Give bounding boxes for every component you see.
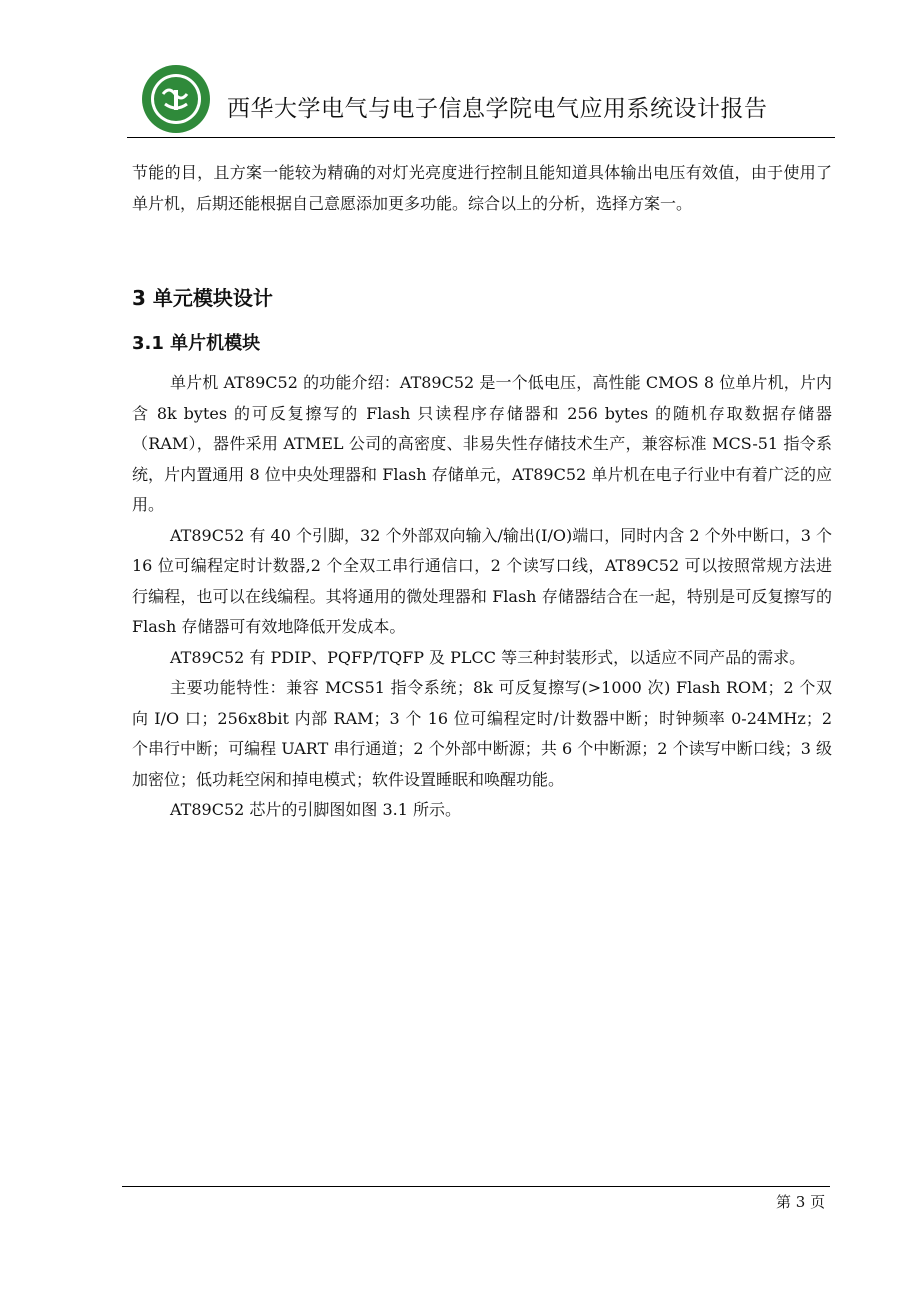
page-number: 第 3 页 bbox=[776, 1193, 826, 1211]
page-header bbox=[127, 60, 835, 138]
intro-paragraph: 节能的目，且方案一能较为精确的对灯光亮度进行控制且能知道具体输出电压有效值，由于使用了单片机，后期还能根据自己意愿添加更多功能。综合以上的分析，选择方案一。 bbox=[132, 163, 832, 213]
section-body bbox=[132, 368, 832, 826]
report-header-title: 西华大学电气与电子信息学院电气应用系统设计报告 bbox=[227, 96, 768, 122]
footer-divider bbox=[122, 1186, 830, 1187]
intro-block bbox=[132, 158, 832, 219]
section-title: 3 单元模块设计 bbox=[132, 286, 273, 310]
body-paragraph: AT89C52 有 40 个引脚，32 个外部双向输入/输出(I/O)端口，同时内含 2 个外中断口，3 个 16 位可编程定时计数器,2 个全双工串行通信口，2 个读写口线，AT89C52 可以按照常规方法进行编程，也可以在线编程。其将通用的微处理器和 Flash 存储器结合在一起，特别是可反复擦写的 Flash 存储器可有效地降低开发成本。 bbox=[132, 525, 832, 636]
subsection-title: 3.1 单片机模块 bbox=[132, 333, 261, 354]
body-paragraph: AT89C52 芯片的引脚图如图 3.1 所示。 bbox=[170, 800, 462, 819]
university-seal-icon bbox=[141, 64, 211, 134]
body-paragraph: 主要功能特性：兼容 MCS51 指令系统；8k 可反复擦写(>1000 次) Flash ROM；2 个双向 I/O 口；256x8bit 内部 RAM；3 个 16 位可编程定时/计数器中断；时钟频率 0-24MHz；2 个串行中断；可编程 UART 串行通道；2 个外部中断源；共 6 个中断源；2 个读写中断口线；3 级加密位；低功耗空闲和掉电模式；软件设置睡眠和唤醒功能。 bbox=[132, 678, 832, 789]
body-paragraph: 单片机 AT89C52 的功能介绍：AT89C52 是一个低电压，高性能 CMOS 8 位单片机，片内含 8k bytes 的可反复擦写的 Flash 只读程序存储器和 256 bytes 的随机存取数据存储器（RAM），器件采用 ATMEL 公司的高密度、非易失性存储技术生产，兼容标准 MCS-51 指令系统，片内置通用 8 位中央处理器和 Flash 存储单元，AT89C52 单片机在电子行业中有着广泛的应用。 bbox=[132, 373, 832, 514]
body-paragraph: AT89C52 有 PDIP、PQFP/TQFP 及 PLCC 等三种封装形式，以适应不同产品的需求。 bbox=[170, 647, 806, 667]
header-divider bbox=[127, 137, 835, 138]
